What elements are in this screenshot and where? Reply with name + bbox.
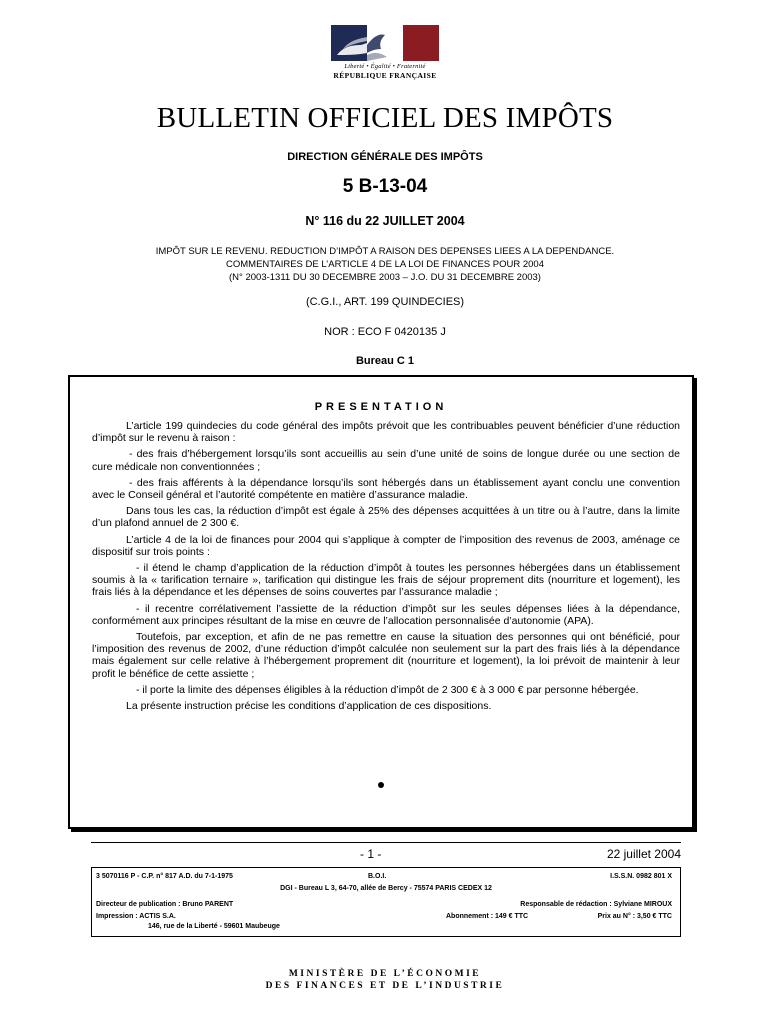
subject	[0, 245, 770, 284]
republic-motto: Liberté • Égalité • Fraternité	[344, 63, 426, 70]
ministry-line: MINISTÈRE DE L’ÉCONOMIE	[288, 969, 482, 979]
redaction-manager: Responsable de rédaction : Sylviane MIROUX	[520, 901, 672, 908]
publication-info-box	[91, 867, 681, 937]
presentation-heading: PRESENTATION	[314, 401, 448, 413]
end-bullet-icon	[378, 782, 384, 788]
ministry-logo	[0, 968, 770, 992]
republic-logo	[331, 25, 439, 83]
subject-line: (N° 2003-1311 DU 30 DECEMBRE 2003 – J.O. DU 31 DECEMBRE 2003)	[229, 272, 541, 283]
publication-date: 22 juillet 2004	[606, 847, 681, 861]
registration-info: 3 5070116 P - C.P. n° 817 A.D. du 7-1-1975	[96, 873, 233, 880]
issn: I.S.S.N. 0982 801 X	[610, 873, 672, 880]
boi-label: B.O.I.	[368, 873, 387, 880]
issue-number: N° 116 du 22 JUILLET 2004	[305, 214, 465, 228]
republic-name: RÉPUBLIQUE FRANÇAISE	[333, 71, 437, 80]
nor-reference: NOR : ECO F 0420135 J	[324, 326, 446, 338]
paragraph: - des frais afférents à la dépendance lorsqu’ils sont hébergés dans un établissement ayant conclu une convention avec le Conseil général et l’autorité compétente en matière d’assurance maladie.	[92, 476, 680, 502]
paragraph: - des frais d’hébergement lorsqu’ils sont accueillis au sein d’une unité de soins de longue durée ou une section de cure médicale non conventionnées ;	[92, 448, 680, 473]
direction-name: DIRECTION GÉNÉRALE DES IMPÔTS	[287, 151, 483, 163]
presentation-box	[68, 375, 694, 829]
paragraph: Toutefois, par exception, et afin de ne pas remettre en cause la situation des personnes qui ont bénéficié, pour l’imposition des revenus de 2002, d’une réduction d’impôt calculée non seulement sur la part des frais liés à la dépendance mais également sur celle relative à l’hébergement proprement dit (nourriture et logement), la loi prévoit de maintenir à leur profit le bénéfice de cette assiette ;	[92, 631, 680, 680]
footer-rule	[91, 842, 681, 843]
director: Directeur de publication : Bruno PARENT	[96, 901, 234, 908]
ministry-line: DES FINANCES ET DE L’INDUSTRIE	[265, 981, 505, 991]
dgi-address: DGI - Bureau L 3, 64-70, allée de Bercy - 75574 PARIS CEDEX 12	[280, 885, 492, 892]
paragraph: La présente instruction précise les conditions d’application de ces dispositions.	[126, 700, 492, 713]
paragraph: - il recentre corrélativement l’assiette de la réduction d’impôt sur les seules dépenses liées à la dépendance, conformément aux principes résultant de la mise en œuvre de l’allocation personnalisée d’autonomie (APA).	[92, 602, 680, 627]
page-number: - 1 -	[360, 847, 382, 861]
printer: Impression : ACTIS S.A.	[96, 913, 176, 920]
printer-address: 146, rue de la Liberté - 59601 Maubeuge	[148, 923, 280, 930]
paragraph: L’article 4 de la loi de finances pour 2004 qui s’applique à compter de l’imposition des revenus de 2003, aménage ce dispositif sur trois points :	[92, 533, 680, 558]
paragraph: L’article 199 quindecies du code général des impôts prévoit que les contribuables peuvent bénéficier d’une réduction d’impôt sur le revenu à raison :	[92, 420, 680, 445]
subject-line: IMPÔT SUR LE REVENU. REDUCTION D’IMPÔT A RAISON DES DEPENSES LIEES A LA DEPENDANCE.	[155, 246, 615, 257]
presentation-content	[92, 420, 680, 716]
subscription-price: Abonnement : 149 € TTC	[446, 913, 529, 920]
tricolour-flag-icon	[331, 25, 439, 61]
subject-line: COMMENTAIRES DE L’ARTICLE 4 DE LA LOI DE FINANCES POUR 2004	[226, 259, 544, 270]
cgi-reference: (C.G.I., ART. 199 QUINDECIES)	[305, 296, 465, 308]
paragraph: - il porte la limite des dépenses éligibles à la réduction d’impôt de 2 300 € à 3 000 € par personne hébergée.	[136, 683, 639, 696]
bulletin-title: BULLETIN OFFICIEL DES IMPÔTS	[156, 102, 614, 134]
bulletin-reference: 5 B-13-04	[342, 176, 428, 197]
bureau: Bureau C 1	[355, 355, 415, 367]
paragraph: Dans tous les cas, la réduction d’impôt est égale à 25% des dépenses acquittées à un titre ou à l’autre, dans la limite d’un plafond annuel de 2 300 €.	[92, 505, 680, 530]
issue-price: Prix au N° : 3,50 € TTC	[597, 913, 672, 920]
paragraph: - il étend le champ d’application de la réduction d’impôt à toutes les personnes hébergées dans un établissement soumis à la « tarification ternaire », tarification qui distingue les frais de séjour proprement dits (nourriture et logement), les frais liés à la dépendance et les dépenses de soins couvertes par l’assurance maladie ;	[92, 562, 680, 599]
